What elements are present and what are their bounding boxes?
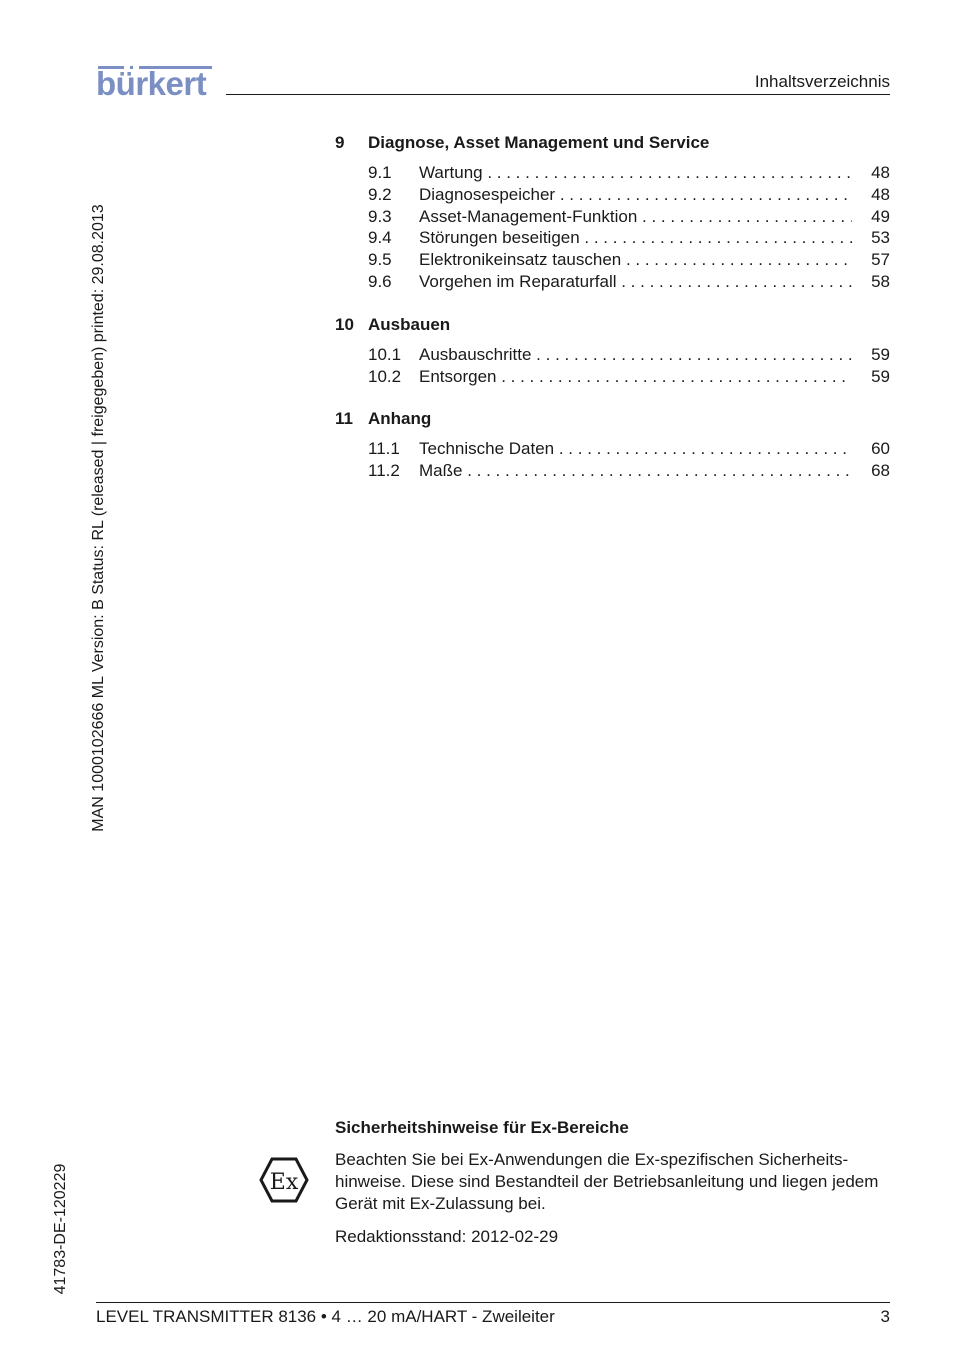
toc-section-number: 10 [335,314,354,334]
toc-entry-page: 53 [871,228,890,248]
toc-entry-label: Ausbauschritte . . . [419,344,852,366]
toc-entry-label: Diagnosespeicher . . . [419,184,852,206]
toc-entry[interactable] [335,271,890,293]
toc-entry[interactable] [335,249,890,271]
toc-entry-page: 57 [871,250,890,270]
page-number: 3 [880,1307,890,1326]
toc-entry-label: Entsorgen . . . [419,366,852,388]
ex-hazard-icon [259,1157,309,1203]
toc-entry-label: Technische Daten . . . [419,438,852,460]
toc-entry-page: 48 [871,163,890,182]
document-code-vertical: 41783-DE-120229 [52,1163,69,1295]
header-rule [226,94,890,95]
toc-entry-number: 9.1 [368,163,392,182]
svg-text:bürkert: bürkert [96,65,207,100]
toc-entry-number: 9.2 [368,184,392,204]
toc-section-10 [335,315,890,388]
toc-entry-label: Elektronikeinsatz tauschen . . . [419,249,852,271]
toc-entry[interactable] [335,184,890,206]
toc-entry-number: 9.3 [368,206,392,226]
toc-entry-page: 58 [871,271,890,291]
toc-entry[interactable] [335,438,890,460]
toc-entry-number: 9.6 [368,271,392,291]
toc-entry-label: Asset-Management-Funktion . . . [419,206,852,228]
toc-entry[interactable] [335,162,890,184]
toc-entry[interactable] [335,460,890,482]
toc-entry-page: 59 [871,344,890,364]
toc-entry-number: 9.5 [368,250,392,270]
toc-entry-page: 59 [871,366,890,386]
toc-entry-number: 9.4 [368,228,392,248]
burkert-logo [96,64,214,100]
revision-date: Redaktionsstand: 2012-02-29 [335,1227,559,1246]
toc-section-number: 9 [335,133,345,152]
toc-section-heading [335,133,890,153]
toc-section-heading [335,315,890,335]
toc-entry[interactable] [335,206,890,228]
toc-section-9 [335,133,890,293]
toc-entry-page: 48 [871,184,890,204]
toc-entry-page: 60 [871,439,890,459]
toc-section-number: 11 [335,409,353,429]
table-of-contents [335,133,890,504]
toc-section-11 [335,409,890,482]
toc-entry-number: 10.1 [368,344,402,364]
toc-entry-label: Vorgehen im Reparaturfall . . . [419,271,852,293]
footer-product-title: LEVEL TRANSMITTER 8136 • 4 … 20 mA/HART - Zweileiter [96,1307,555,1326]
toc-entry-page: 49 [871,206,890,226]
svg-text:Ex: Ex [269,1170,299,1195]
toc-section-title: Anhang [368,409,432,429]
footer-rule [96,1302,890,1303]
toc-entry[interactable] [335,344,890,366]
toc-entry-number: 11.1 [368,439,400,459]
toc-entry-number: 11.2 [368,461,400,481]
safety-title: Sicherheitshinweise für Ex-Bereiche [335,1118,629,1137]
document-info-vertical: MAN 1000102666 ML Version: B Status: RL (released | freigegeben) printed: 29.08.2013 [90,204,107,832]
toc-entry-number: 10.2 [368,366,402,386]
toc-section-title: Diagnose, Asset Management und Service [368,133,710,152]
toc-entry-label: Störungen beseitigen . . . [419,227,852,249]
toc-entry-page: 68 [871,461,890,481]
toc-entry[interactable] [335,366,890,388]
toc-entry-label: Maße . . . [419,460,852,482]
toc-section-heading [335,409,890,429]
safety-text: Beachten Sie bei Ex-Anwendungen die Ex-spezifischen Sicherheits-hinweise. Diese sind Bestandteil der Betriebsanleitung und liegen jedem Gerät mit Ex-Zulassung bei. [335,1150,879,1213]
header-section-title: Inhaltsverzeichnis [754,72,890,91]
toc-section-title: Ausbauen [368,314,451,334]
toc-entry-label: Wartung . . . [419,162,852,184]
toc-entry[interactable] [335,227,890,249]
